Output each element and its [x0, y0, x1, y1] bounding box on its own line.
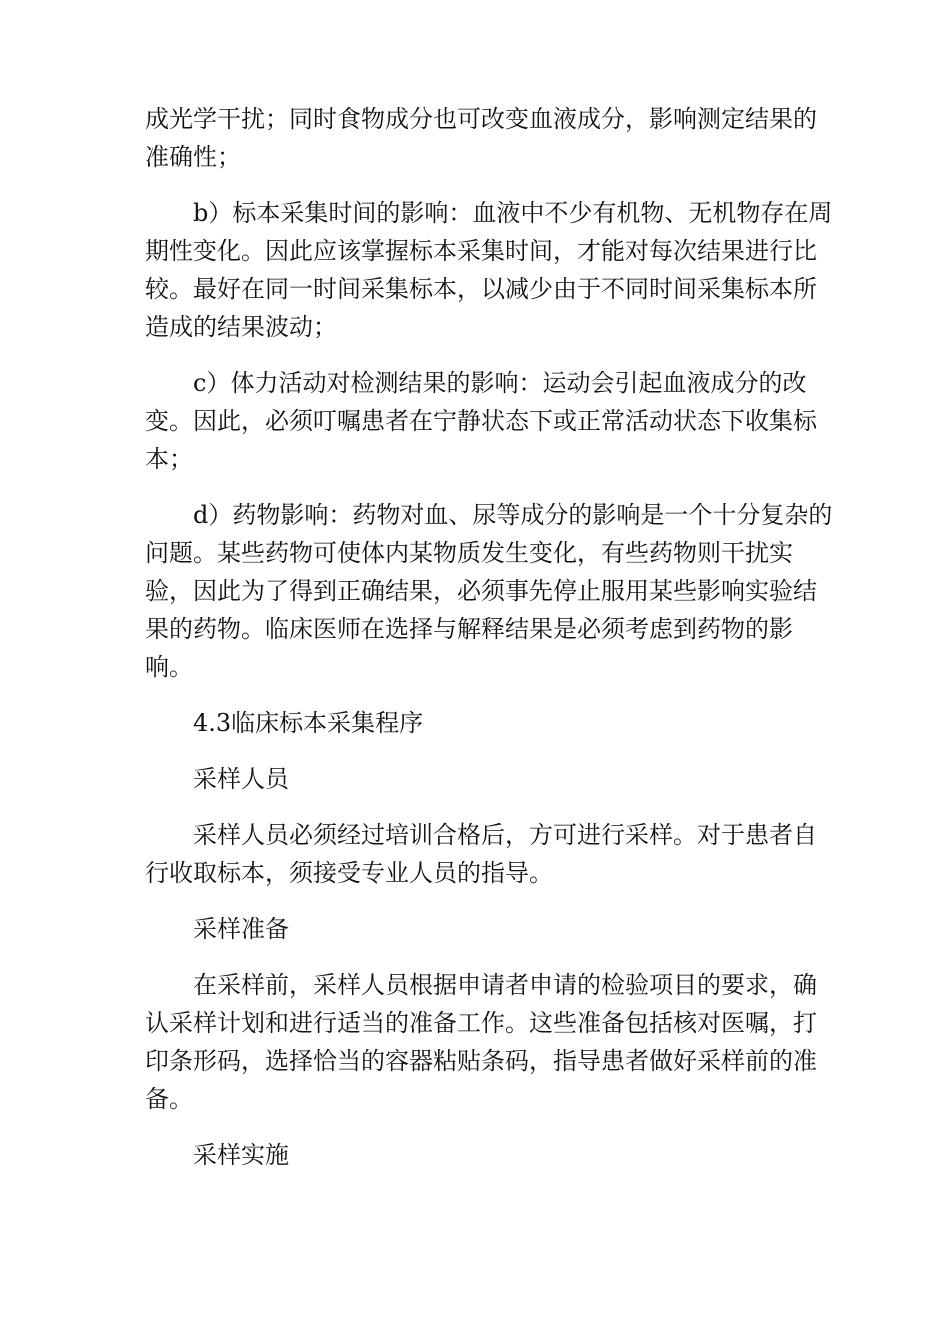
paragraph-sampling-preparation: 在采样前，采样人员根据申请者申请的检验项目的要求，确认采样计划和进行适当的准备工作。这些准备包括核对医嘱，打印条形码，选择恰当的容器粘贴条码，指导患者做好采样前的准备。 — [145, 971, 817, 1113]
paragraph-continuation: 成光学干扰；同时食物成分也可改变血液成分，影响测定结果的准确性； — [145, 105, 817, 171]
paragraph-sampling-time: b）标本采集时间的影响：血液中不少有机物、无机物存在周期性变化。因此应该掌握标本采集时间，才能对每次结果进行比较。最好在同一时间采集标本，以减少由于不同时间采集标本所造成的结果波动； — [145, 199, 833, 341]
paragraph-drug-influence: d）药物影响：药物对血、尿等成分的影响是一个十分复杂的问题。某些药物可使体内某物质发生变化，有些药物则干扰实验，因此为了得到正确结果，必须事先停止服用某些影响实验结果的药物。临床医师在选择与解释结果是必须考虑到药物的影响。 — [145, 501, 833, 681]
document-body — [145, 100, 835, 1192]
subheading-sampling-preparation: 采样准备 — [193, 915, 289, 943]
section-heading-sampling-procedure: 4.3临床标本采集程序 — [193, 709, 424, 737]
paragraph-physical-activity: c）体力活动对检测结果的影响：运动会引起血液成分的改变。因此，必须叮嘱患者在宁静状态下或正常活动状态下收集标本； — [145, 369, 817, 473]
paragraph-sampling-staff: 采样人员必须经过培训合格后，方可进行采样。对于患者自行收取标本，须接受专业人员的指导。 — [145, 821, 817, 887]
subheading-sampling-staff: 采样人员 — [193, 765, 289, 793]
subheading-sampling-implementation: 采样实施 — [193, 1141, 289, 1169]
